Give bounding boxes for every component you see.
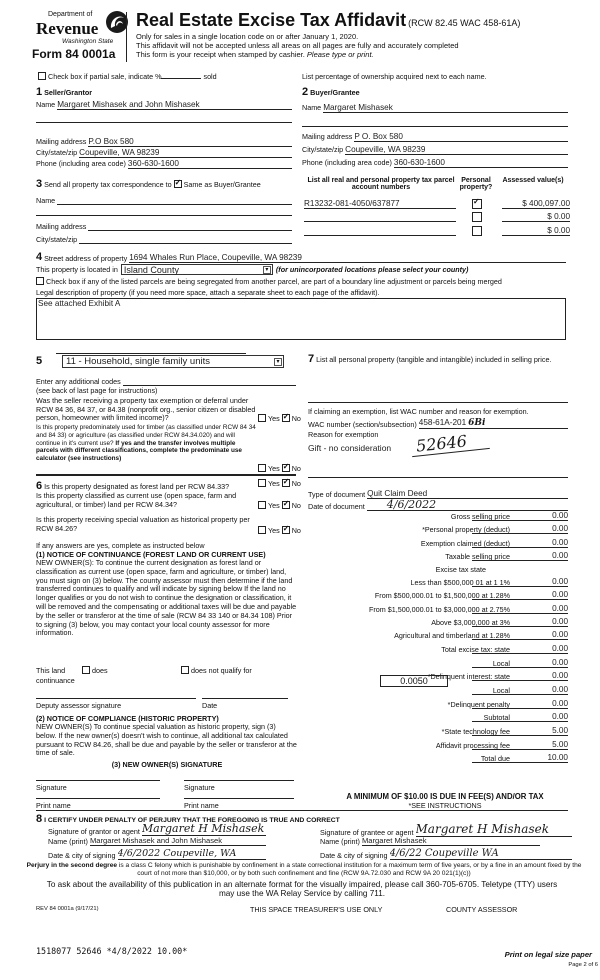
yes-label: Yes bbox=[268, 501, 280, 510]
forest-answers bbox=[258, 479, 301, 488]
does-qualify-checkbox[interactable] bbox=[82, 666, 90, 674]
current-use-no-checkbox[interactable] bbox=[282, 501, 290, 509]
land-label: This land bbox=[36, 666, 66, 675]
section-4-number: 4 bbox=[36, 251, 43, 263]
calc-row-value[interactable]: 0.00 bbox=[552, 577, 568, 586]
corr-mailing-field[interactable] bbox=[88, 222, 292, 231]
buyer-phone-label: Phone (including area code) bbox=[302, 158, 392, 167]
seller-name-label: Name bbox=[36, 100, 56, 109]
deputy-date-label: Date bbox=[202, 701, 218, 710]
does-label: does bbox=[92, 666, 108, 675]
calc-row-value[interactable]: 0.00 bbox=[552, 699, 568, 708]
grantor-name-field[interactable]: Margaret Mishasek and John Mishasek bbox=[90, 836, 266, 846]
perjury-text: is a class C felony which is punishable by confinement in a state correctional institution for a maximum term of five years, or by a fine in an amount fixed by the court of not more than $10,000, or by both such confinement and fine (RCW 9A.72.030 and RCW 9A 20 021(1)(c)) bbox=[118, 862, 582, 877]
corr-city-label: City/state/zip bbox=[36, 235, 78, 244]
section-2-number: 2 bbox=[302, 86, 309, 98]
doc-type-row bbox=[308, 489, 568, 499]
calc-row-line bbox=[472, 694, 568, 695]
timber-question bbox=[36, 424, 258, 463]
forest-yes-checkbox[interactable] bbox=[258, 479, 266, 487]
calc-row-line bbox=[472, 721, 568, 722]
doc-type-field[interactable]: Quit Claim Deed bbox=[367, 489, 568, 499]
yes-label: Yes bbox=[268, 464, 280, 473]
same-as-buyer-label: Same as Buyer/Grantee bbox=[183, 180, 261, 189]
calc-row-line bbox=[472, 599, 568, 600]
reason-value[interactable]: Gift - no consideration bbox=[308, 443, 392, 453]
calc-row-label: From $500,000.01 to $1,500,000 at 1.28% bbox=[374, 591, 510, 600]
calc-row-line bbox=[472, 586, 568, 587]
form-number: Form 84 0001a bbox=[32, 47, 116, 61]
title-text: Real Estate Excise Tax Affidavit bbox=[136, 10, 407, 30]
wac-label: WAC number (section/subsection) bbox=[308, 420, 417, 429]
doc-date-row bbox=[308, 500, 568, 511]
wac-handwritten: 6Bi bbox=[468, 418, 486, 428]
grantor-name-row bbox=[48, 836, 266, 846]
calc-row-label: Total due bbox=[480, 754, 510, 763]
county-note: (for unincorporated locations please select your county) bbox=[275, 265, 469, 274]
personal-property-checkbox[interactable] bbox=[472, 212, 482, 222]
chevron-down-icon[interactable]: ▾ bbox=[274, 358, 282, 366]
corr-mailing-row bbox=[36, 222, 292, 231]
print-name-label-1: Print name bbox=[36, 801, 71, 810]
grantor-name-label: Name (print) bbox=[48, 837, 88, 846]
section-5-number: 5 bbox=[36, 355, 43, 367]
grantee-name-row bbox=[320, 836, 540, 846]
wac-field[interactable] bbox=[419, 418, 568, 429]
seller-city-row bbox=[36, 148, 292, 158]
legal-label: Legal description of property (if you need more space, attach a separate sheet to each page of the affidavit). bbox=[36, 288, 380, 297]
calc-row-value[interactable]: 5.00 bbox=[552, 726, 568, 735]
timber-question-answers bbox=[258, 464, 301, 473]
no-label: No bbox=[291, 501, 301, 510]
rev-label: REV 84 0001a (9/17/21) bbox=[36, 906, 99, 912]
calc-row-value[interactable]: 0.00 bbox=[552, 538, 568, 547]
calc-row-label: Affidavit processing fee bbox=[435, 741, 510, 750]
doc-date-field[interactable]: 4/6/2022 bbox=[367, 500, 568, 511]
calc-row-label: Exemption claimed (deduct) bbox=[420, 539, 510, 548]
grantee-date-label: Date & city of signing bbox=[320, 851, 388, 860]
historic-no-checkbox[interactable] bbox=[282, 526, 290, 534]
buyer-name-field[interactable]: Margaret Mishasek bbox=[323, 103, 568, 113]
buyer-heading-text: Buyer/Grantee bbox=[310, 88, 360, 97]
buyer-name-label: Name bbox=[302, 103, 322, 112]
partial-sale-suffix: sold bbox=[203, 72, 217, 81]
dor-logo bbox=[30, 8, 140, 63]
note3-text: This form is your receipt when stamped by cashier. bbox=[136, 50, 305, 59]
calc-row-value[interactable]: 5.00 bbox=[552, 740, 568, 749]
buyer-mailing-field[interactable]: P O. Box 580 bbox=[354, 132, 568, 142]
treasurer-stamp: 1518077 52646 *4/8/2022 10.00* bbox=[36, 946, 188, 956]
continuance-label: continuance bbox=[36, 676, 75, 685]
timber-yes-checkbox[interactable] bbox=[258, 464, 266, 472]
street-row bbox=[36, 251, 566, 263]
calc-row-line bbox=[472, 639, 568, 640]
state-label: Washington State bbox=[62, 38, 114, 45]
same-as-buyer-checkbox[interactable] bbox=[174, 180, 182, 188]
citation-text: (RCW 82.45 WAC 458-61A) bbox=[408, 18, 521, 28]
calc-row-label: Total excise tax: state bbox=[441, 645, 510, 654]
parcel-col-header-personal: Personal property? bbox=[459, 177, 493, 191]
chevron-down-icon[interactable]: ▾ bbox=[263, 266, 271, 274]
calc-row-label: Gross selling price bbox=[450, 512, 510, 521]
assessor-label: COUNTY ASSESSOR bbox=[446, 905, 518, 914]
grantee-sig-row bbox=[320, 822, 572, 837]
seller-mailing-label: Mailing address bbox=[36, 137, 87, 146]
calc-row-label: Local bbox=[492, 686, 510, 695]
no-label: No bbox=[291, 414, 301, 423]
seller-city-label: City/state/zip bbox=[36, 148, 78, 157]
no-label: No bbox=[291, 526, 301, 535]
parcel-row bbox=[304, 199, 570, 210]
print-name-label-2: Print name bbox=[184, 801, 219, 810]
parcel-row bbox=[304, 212, 570, 223]
calc-row-line bbox=[472, 520, 568, 521]
seller-phone-label: Phone (including area code) bbox=[36, 159, 126, 168]
buyer-city-label: City/state/zip bbox=[302, 145, 344, 154]
dept-of-label: Department of bbox=[48, 11, 93, 18]
use-code-value: 11 - Household, single family units bbox=[66, 356, 210, 367]
calc-row-value[interactable]: 0.00 bbox=[552, 604, 568, 613]
buyer-mailing-row bbox=[302, 132, 568, 142]
header-note-1: Only for sales in a single location code on or after January 1, 2020. bbox=[136, 32, 359, 41]
notice-1-title: (1) NOTICE OF CONTINUANCE (FOREST LAND OR CURRENT USE) bbox=[36, 550, 266, 559]
calc-row-value[interactable]: 0.00 bbox=[552, 511, 568, 520]
ownership-note: List percentage of ownership acquired next to each name. bbox=[302, 72, 487, 81]
deputy-date-line[interactable] bbox=[202, 698, 288, 699]
calc-row-line bbox=[472, 560, 568, 561]
buyer-city-row bbox=[302, 145, 568, 155]
parcel-account-field[interactable] bbox=[304, 226, 456, 236]
handwritten-number: 52646 bbox=[415, 431, 468, 456]
grantee-sig-label: Signature of grantee or agent bbox=[320, 828, 414, 837]
grantee-date-field[interactable]: 4/6/22 Coupeville WA bbox=[390, 848, 572, 860]
header-note-3 bbox=[136, 50, 374, 59]
additional-codes-field[interactable] bbox=[123, 377, 296, 386]
parcel-col-header-value: Assessed value(s) bbox=[502, 177, 564, 184]
seller-heading-text: Seller/Grantor bbox=[44, 88, 93, 97]
current-use-answers bbox=[258, 501, 301, 510]
county-select-value: Island County bbox=[123, 265, 179, 275]
section-3-number: 3 bbox=[36, 178, 43, 190]
local-rate-value: 0.0050 bbox=[400, 676, 428, 686]
grantor-sig-row bbox=[48, 822, 266, 836]
seller-mailing-row bbox=[36, 137, 292, 147]
additional-codes-note: (see back of last page for instructions) bbox=[36, 386, 158, 395]
owner-signature-line-1[interactable] bbox=[36, 780, 160, 781]
wac-value: 458-61A-201 bbox=[418, 418, 467, 427]
correspondence-label: Send all property tax correspondence to bbox=[44, 180, 172, 189]
grantor-sig-label: Signature of grantor or agent bbox=[48, 827, 140, 836]
calc-row-label: *Delinquent interest: state bbox=[427, 672, 510, 681]
seller-name-row bbox=[36, 100, 292, 110]
calc-row-line bbox=[472, 547, 568, 548]
current-use-yes-checkbox[interactable] bbox=[258, 501, 266, 509]
location-row bbox=[36, 264, 468, 275]
corr-mailing-label: Mailing address bbox=[36, 222, 87, 231]
parcel-account-field[interactable] bbox=[304, 212, 456, 222]
section-7-label: List all personal property (tangible and intangible) included in selling price. bbox=[316, 355, 552, 364]
owner-print-line-1[interactable] bbox=[36, 798, 160, 799]
does-not-label: does not qualify for bbox=[191, 666, 252, 675]
calc-row-label: *Personal property (deduct) bbox=[422, 525, 510, 534]
header-note-2: This affidavit will not be accepted unless all areas on all pages are fully and accurately completed bbox=[136, 41, 459, 50]
does-not-qualify-checkbox[interactable] bbox=[181, 666, 189, 674]
note3-italic: Please type or print. bbox=[306, 50, 374, 59]
yes-label: Yes bbox=[268, 526, 280, 535]
additional-codes-label: Enter any additional codes bbox=[36, 377, 121, 386]
print-note: Print on legal size paper bbox=[504, 950, 592, 959]
timber-no-checkbox[interactable] bbox=[282, 464, 290, 472]
perjury-bold: Perjury in the second degree bbox=[26, 862, 118, 869]
local-rate-box[interactable] bbox=[380, 675, 448, 687]
seller-heading bbox=[36, 86, 92, 98]
calc-row-value[interactable]: 0.00 bbox=[552, 551, 568, 560]
calc-row-line bbox=[472, 762, 568, 763]
signature-label-1: Signature bbox=[36, 783, 67, 792]
section-1-number: 1 bbox=[36, 86, 43, 98]
treasurer-label: THIS SPACE TREASURER'S USE ONLY bbox=[250, 905, 383, 914]
partial-sale-percent-input[interactable] bbox=[161, 78, 201, 79]
corr-name-label: Name bbox=[36, 196, 56, 205]
buyer-phone-field[interactable]: 360-630-1600 bbox=[394, 158, 568, 168]
calc-row-value[interactable]: 0.00 bbox=[552, 685, 568, 694]
legal-description-value: See attached Exhibit A bbox=[38, 299, 121, 308]
calc-row-value[interactable]: 0.00 bbox=[552, 524, 568, 533]
segregated-checkbox[interactable] bbox=[36, 277, 44, 285]
location-label: This property is located in bbox=[36, 265, 118, 274]
calc-row-label: Local bbox=[492, 659, 510, 668]
current-use-question: Is this property classified as current use (open space, farm and agricultural, or timber) land per RCW 84.34? bbox=[36, 491, 237, 509]
page-number: Page 2 of 6 bbox=[568, 962, 598, 968]
calc-row-value[interactable]: 0.00 bbox=[552, 658, 568, 667]
buyer-name-line-2[interactable] bbox=[302, 126, 568, 127]
partial-sale-label: Check box if partial sale, indicate % bbox=[48, 72, 162, 81]
calc-row-line bbox=[472, 735, 568, 736]
street-label: Street address of property bbox=[44, 254, 128, 263]
historic-question: Is this property receiving special valuation as historical property per RCW 84.26? bbox=[36, 515, 250, 533]
calc-row-label: Above $3,000,000 at 3% bbox=[431, 618, 510, 627]
calc-row-line bbox=[472, 626, 568, 627]
historic-answers bbox=[258, 526, 301, 535]
grantor-date-label: Date & city of signing bbox=[48, 851, 116, 860]
calc-row-value[interactable]: 0.00 bbox=[552, 617, 568, 626]
section-7-number: 7 bbox=[308, 353, 315, 365]
calc-row-line bbox=[472, 667, 568, 668]
no-label: No bbox=[291, 464, 301, 473]
calc-row-value[interactable]: 0.00 bbox=[552, 712, 568, 721]
calc-row-label: *Delinquent penalty bbox=[447, 700, 510, 709]
notice-2-text: NEW OWNER(S) To continue special valuation as historic property, sign (3) below. If the new owner(s) doesn't wish to continue, all additional tax calculated pursuant to RCW 84.26, shall be due and payable by the seller or transferor at the time of sale. bbox=[36, 722, 297, 758]
seller-phone-row bbox=[36, 159, 292, 169]
timber-question-bold: If yes and the transfer involves multiple parcels with different classifications, complete the predominate use calculator (see instructions) bbox=[36, 439, 242, 463]
buyer-phone-row bbox=[302, 158, 568, 168]
calc-row-value[interactable]: 10.00 bbox=[547, 753, 568, 762]
corr-city-row bbox=[36, 235, 292, 244]
calc-row-label: Less than $500,000 01 at 1 1% bbox=[410, 578, 510, 587]
section-6-number: 6 bbox=[36, 480, 43, 492]
signature-label-2: Signature bbox=[184, 783, 215, 792]
yes-label: Yes bbox=[268, 414, 280, 423]
deputy-signature-line[interactable] bbox=[36, 698, 196, 699]
calc-row-line bbox=[472, 680, 568, 681]
seller-name-field[interactable]: Margaret Mishasek and John Mishasek bbox=[57, 100, 292, 110]
buyer-heading bbox=[302, 86, 360, 98]
seller-mailing-field[interactable]: P.O Box 580 bbox=[88, 137, 292, 147]
calc-row-label: Agricultural and timberland at 1.28% bbox=[394, 631, 510, 640]
page-title bbox=[136, 10, 520, 31]
exemption-question-answers bbox=[258, 414, 301, 423]
calc-row-label: *State technology fee bbox=[441, 727, 510, 736]
buyer-mailing-label: Mailing address bbox=[302, 132, 353, 141]
segregated-row bbox=[36, 277, 502, 286]
calc-row-line bbox=[472, 653, 568, 654]
personal-property-checkbox[interactable] bbox=[472, 226, 482, 236]
section-5-6-divider bbox=[36, 474, 296, 476]
header-divider bbox=[126, 12, 127, 62]
yes-label: Yes bbox=[268, 479, 280, 488]
accessibility-notice: To ask about the availability of this publication in an alternate format for the visually impaired, please call 360-705-6705. Teletype (TTY) users may use the WA Relay Service by calling 711. bbox=[46, 880, 558, 898]
grantor-date-field[interactable]: 4/6/2022 Coupeville, WA bbox=[118, 848, 266, 860]
wac-row bbox=[308, 418, 568, 429]
doc-type-label: Type of document bbox=[308, 490, 366, 499]
assessed-value-field[interactable]: $ 400,097.00 bbox=[502, 199, 570, 209]
see-instructions: *SEE INSTRUCTIONS bbox=[408, 801, 482, 810]
grantee-date-row bbox=[320, 848, 572, 860]
calc-row-line bbox=[472, 708, 568, 709]
owner-signature-line-2[interactable] bbox=[184, 780, 294, 781]
exemption-yes-checkbox[interactable] bbox=[258, 414, 266, 422]
owner-print-line-2[interactable] bbox=[184, 798, 294, 799]
forest-question-text: Is this property designated as forest land per RCW 84.33? bbox=[44, 482, 230, 491]
grantor-date-row bbox=[48, 848, 266, 860]
calc-row-label: Subtotal bbox=[483, 713, 510, 722]
minimum-note: A MINIMUM OF $10.00 IS DUE IN FEE(S) AND/OR TAX bbox=[346, 792, 544, 801]
seller-name-line-2[interactable] bbox=[36, 122, 292, 123]
corr-name-field[interactable] bbox=[57, 196, 292, 205]
yes-instruction: If any answers are yes, complete as instructed below bbox=[36, 541, 205, 550]
assessed-value-field[interactable]: $ 0.00 bbox=[502, 226, 570, 236]
reason-label: Reason for exemption bbox=[308, 430, 379, 439]
certify-statement: I CERTIFY UNDER PENALTY OF PERJURY THAT THE FOREGOING IS TRUE AND CORRECT bbox=[44, 817, 340, 824]
parcel-col-header-account: List all real and personal property tax parcel account numbers bbox=[307, 177, 455, 191]
calc-row-line bbox=[472, 533, 568, 534]
dept-name: Revenue bbox=[36, 19, 99, 38]
exemption-question: Was the seller receiving a property tax exemption or deferral under RCW 84 36, 84 37, or 84.38 (nonprofit org., senior citizen or disabled person, homeowner with limited income)? bbox=[36, 396, 256, 422]
grantor-signature-field[interactable]: Margaret H Mishasek bbox=[141, 822, 265, 835]
additional-codes-row bbox=[36, 377, 296, 386]
new-owner-signature-title: (3) NEW OWNER(S) SIGNATURE bbox=[111, 760, 223, 769]
segregated-label: Check box if any of the listed parcels are being segregated from another parcel, are part of a boundary line adjustment or parcels being merged bbox=[46, 277, 502, 286]
parcel-account-field[interactable]: R13232-081-4050/637877 bbox=[304, 199, 456, 209]
buyer-city-field[interactable]: Coupeville, WA 98239 bbox=[345, 145, 568, 155]
section-5-top-line bbox=[56, 353, 246, 354]
section-8-divider bbox=[36, 810, 568, 811]
notice-1-text: NEW OWNER(S): To continue the current designation as forest land or classification as current use (open space, farm and agriculture, or timber) land, you must sign on (3) below. The county assessor must then determine if the land transferred continues to qualify and will indicate by signing below If the land no longer qualifies or you do not wish to continue the designation or classification, it will be removed and the compensating or additional taxes will be due and payable by the seller or transferor at the time of sale (RCW 84 33 140 or 84.34 108) Prior to signing (3) below, you may contact your local county assessor for more information. bbox=[36, 558, 297, 638]
doc-date-label: Date of document bbox=[308, 502, 365, 511]
corr-name-row bbox=[36, 196, 292, 205]
use-code-select[interactable] bbox=[62, 355, 284, 368]
calc-row-label: Excise tax state bbox=[435, 565, 486, 574]
calc-row-value[interactable]: 0.00 bbox=[552, 644, 568, 653]
does-not-option bbox=[181, 666, 252, 675]
does-option bbox=[82, 666, 108, 675]
county-select[interactable] bbox=[121, 264, 273, 275]
section-8-number: 8 bbox=[36, 813, 43, 825]
partial-sale-row bbox=[38, 72, 217, 81]
calc-row-label: Taxable selling price bbox=[445, 552, 510, 561]
deputy-signature-label: Deputy assessor signature bbox=[36, 701, 122, 710]
historic-yes-checkbox[interactable] bbox=[258, 526, 266, 534]
grantee-name-field[interactable]: Margaret Mishasek bbox=[362, 836, 540, 846]
assessed-value-field[interactable]: $ 0.00 bbox=[502, 212, 570, 222]
street-address-field[interactable]: 1694 Whales Run Place, Coupeville, WA 98239 bbox=[129, 253, 566, 263]
calc-row-line bbox=[472, 749, 568, 750]
personal-property-field[interactable] bbox=[308, 402, 568, 403]
perjury-notice bbox=[26, 862, 582, 877]
parcel-row bbox=[304, 226, 570, 237]
calc-row-line bbox=[472, 613, 568, 614]
legal-description-textarea[interactable] bbox=[36, 298, 566, 340]
correspondence-heading bbox=[36, 178, 261, 190]
reason-line[interactable] bbox=[308, 477, 568, 478]
corr-name-line-2[interactable] bbox=[36, 215, 292, 216]
partial-sale-checkbox[interactable] bbox=[38, 72, 46, 80]
calc-row-value[interactable]: 0.00 bbox=[552, 671, 568, 680]
timber-question-text: Is this property predominately used for timber (as classified under RCW 84 34 and 84 33) or agriculture (as classified under RCW 84.34.020) and will continue in it's current use? bbox=[36, 424, 256, 447]
personal-property-checkbox[interactable] bbox=[472, 199, 482, 209]
buyer-name-row bbox=[302, 103, 568, 113]
calc-row-value[interactable]: 0.00 bbox=[552, 630, 568, 639]
exemption-no-checkbox[interactable] bbox=[282, 414, 290, 422]
calc-row-label: From $1,500,000.01 to $3,000,000 at 2.75% bbox=[368, 605, 510, 614]
calc-row-value[interactable]: 0.00 bbox=[552, 590, 568, 599]
corr-city-field[interactable] bbox=[79, 235, 292, 244]
grantee-signature-field[interactable]: Margaret H Mishasek bbox=[416, 822, 572, 837]
personal-property-label bbox=[308, 355, 568, 364]
seller-city-field[interactable]: Coupeville, WA 98239 bbox=[79, 148, 292, 158]
grantee-name-label: Name (print) bbox=[320, 837, 360, 846]
notice-2-title: (2) NOTICE OF COMPLIANCE (HISTORIC PROPERTY) bbox=[36, 714, 219, 723]
no-label: No bbox=[291, 479, 301, 488]
forest-no-checkbox[interactable] bbox=[282, 479, 290, 487]
exemption-claim-label: If claiming an exemption, list WAC number and reason for exemption. bbox=[308, 407, 529, 416]
seller-phone-field[interactable]: 360-630-1600 bbox=[128, 159, 292, 169]
